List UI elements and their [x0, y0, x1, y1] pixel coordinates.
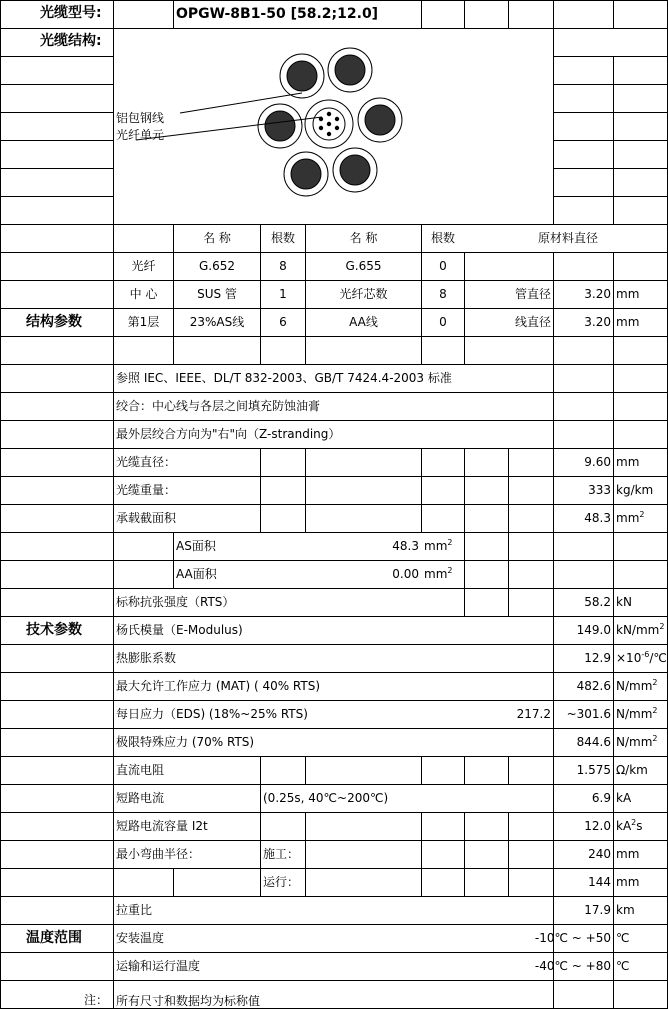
note-stranding: 绞合：中心线与各层之间填充防蚀油膏 — [116, 399, 321, 413]
mat-unit: $N/mm^2$ — [616, 678, 658, 693]
rts-unit: kN — [616, 595, 632, 609]
bend-operation-value: 144 — [588, 875, 611, 889]
row-center-count2: 8 — [439, 287, 447, 301]
note-direction: 最外层绞合方向为"右"向（Z-stranding） — [116, 427, 341, 441]
bend-install-unit: mm — [616, 847, 640, 861]
modulus-label: 杨氏模量（E-Modulus) — [116, 623, 243, 637]
i2t-label: 短路电流容量 I2t — [116, 819, 208, 833]
row-layer1-name2: AA线 — [349, 315, 378, 329]
transport-temp-value: -40℃ ~ +80 — [534, 959, 611, 973]
row-layer1-name: 23%AS线 — [189, 315, 245, 329]
row-center-count: 1 — [279, 287, 287, 301]
row-center-diameter-value: 3.20 — [584, 287, 611, 301]
col-count2: 根数 — [430, 231, 455, 245]
sc-label: 短路电流 — [116, 791, 165, 805]
mat-value: 482.6 — [576, 679, 611, 693]
install-temp-value: -10℃ ~ +50 — [534, 931, 611, 945]
aa-area-label: AA面积 — [176, 567, 217, 581]
thermal-label: 热膨胀系数 — [116, 651, 177, 665]
row-fiber-name2: G.655 — [345, 259, 382, 273]
thermal-value: 12.9 — [584, 651, 611, 665]
temperature-section-label: 温度范围 — [26, 930, 82, 946]
dcr-unit: Ω/km — [616, 763, 648, 777]
i2t-unit: $kA^2s$ — [616, 818, 643, 833]
diameter-value: 9.60 — [584, 455, 611, 469]
bend-install-label: 施工： — [263, 847, 300, 861]
row-fiber-count2: 0 — [439, 259, 447, 273]
row-center-name2: 光纤芯数 — [339, 287, 388, 301]
as-area-value: 48.3 — [392, 539, 419, 553]
col-diameter: 原材料直径 — [537, 231, 598, 245]
ratio-label: 拉重比 — [116, 903, 153, 917]
area-unit: $mm^2$ — [616, 510, 645, 525]
sc-value: 6.9 — [591, 791, 611, 805]
ult-value: 844.6 — [576, 735, 611, 749]
diagram-label-steel-wire: 铝包钢线 — [116, 111, 165, 125]
row-center-diameter-label: 管直径 — [514, 287, 551, 301]
dcr-label: 直流电阻 — [116, 763, 165, 777]
row-fiber-count: 8 — [279, 259, 287, 273]
row-fiber-label: 光纤 — [131, 259, 156, 273]
as-area-label: AS面积 — [176, 539, 216, 553]
weight-label: 光缆重量： — [116, 483, 177, 497]
footer-note-label: 注： — [84, 993, 109, 1007]
structure-section-label: 结构参数 — [26, 314, 82, 330]
note-standard: 参照 IEC、IEEE、DL/T 832-2003、GB/T 7424.4-2003 标准 — [116, 371, 452, 385]
ratio-unit: km — [616, 903, 635, 917]
eds-value-min: 217.2 — [516, 707, 551, 721]
col-count: 根数 — [270, 231, 295, 245]
col-name2: 名 称 — [349, 231, 378, 245]
area-value: 48.3 — [584, 511, 611, 525]
ult-unit: $N/mm^2$ — [616, 734, 658, 749]
thermal-unit: $\times 10^{-6}/℃$ — [616, 650, 667, 665]
col-name: 名 称 — [203, 231, 231, 245]
transport-temp-unit: ℃ — [616, 959, 630, 973]
diagram-label-fiber-unit: 光纤单元 — [116, 128, 165, 142]
row-center-label: 中 心 — [129, 287, 158, 301]
tech-section-label: 技术参数 — [26, 622, 82, 638]
install-temp-unit: ℃ — [616, 931, 630, 945]
transport-temp-label: 运输和运行温度 — [116, 959, 201, 973]
rts-value: 58.2 — [584, 595, 611, 609]
row-center-name: SUS 管 — [197, 287, 237, 301]
model-label: 光缆型号: — [40, 5, 102, 21]
eds-unit: $N/mm^2$ — [616, 706, 658, 721]
diameter-label: 光缆直径： — [116, 455, 177, 469]
row-layer1-label: 第1层 — [127, 315, 160, 329]
row-fiber-name: G.652 — [198, 259, 236, 273]
area-label: 承载截面积 — [116, 511, 177, 525]
modulus-unit: $kN/mm^2$ — [616, 622, 665, 637]
bend-install-value: 240 — [588, 847, 611, 861]
ult-label: 极限特殊应力 (70% RTS) — [116, 735, 255, 749]
eds-label: 每日应力（EDS) (18%~25% RTS) — [116, 707, 308, 721]
model-value: OPGW-8B1-50 [58.2;12.0] — [176, 6, 379, 22]
dcr-value: 1.575 — [576, 763, 611, 777]
install-temp-label: 安装温度 — [116, 931, 165, 945]
row-layer1-diameter-unit: mm — [616, 315, 640, 329]
bend-operation-unit: mm — [616, 875, 640, 889]
ratio-value: 17.9 — [584, 903, 611, 917]
sc-condition: (0.25s, 40℃~200℃) — [263, 791, 389, 805]
row-layer1-diameter-label: 线直径 — [514, 315, 551, 329]
bend-operation-label: 运行： — [263, 875, 300, 889]
aa-area-unit: $mm^2$ — [424, 566, 453, 581]
footer-note-text: 所有尺寸和数据均为标称值 — [116, 994, 261, 1008]
modulus-value: 149.0 — [576, 623, 611, 637]
rts-label: 标称抗张强度（RTS） — [116, 595, 235, 609]
row-layer1-count2: 0 — [439, 315, 447, 329]
row-layer1-count: 6 — [279, 315, 287, 329]
mat-label: 最大允许工作应力 (MAT) ( 40% RTS) — [116, 679, 321, 693]
row-layer1-diameter-value: 3.20 — [584, 315, 611, 329]
row-center-diameter-unit: mm — [616, 287, 640, 301]
weight-value: 333 — [588, 483, 611, 497]
diameter-unit: mm — [616, 455, 640, 469]
aa-area-value: 0.00 — [392, 567, 419, 581]
eds-value-max: ~301.6 — [566, 707, 611, 721]
structure-label: 光缆结构: — [40, 33, 102, 49]
i2t-value: 12.0 — [584, 819, 611, 833]
weight-unit: kg/km — [616, 483, 654, 497]
bend-label: 最小弯曲半径： — [116, 847, 201, 861]
as-area-unit: $mm^2$ — [424, 538, 453, 553]
sc-unit: kA — [616, 791, 632, 805]
